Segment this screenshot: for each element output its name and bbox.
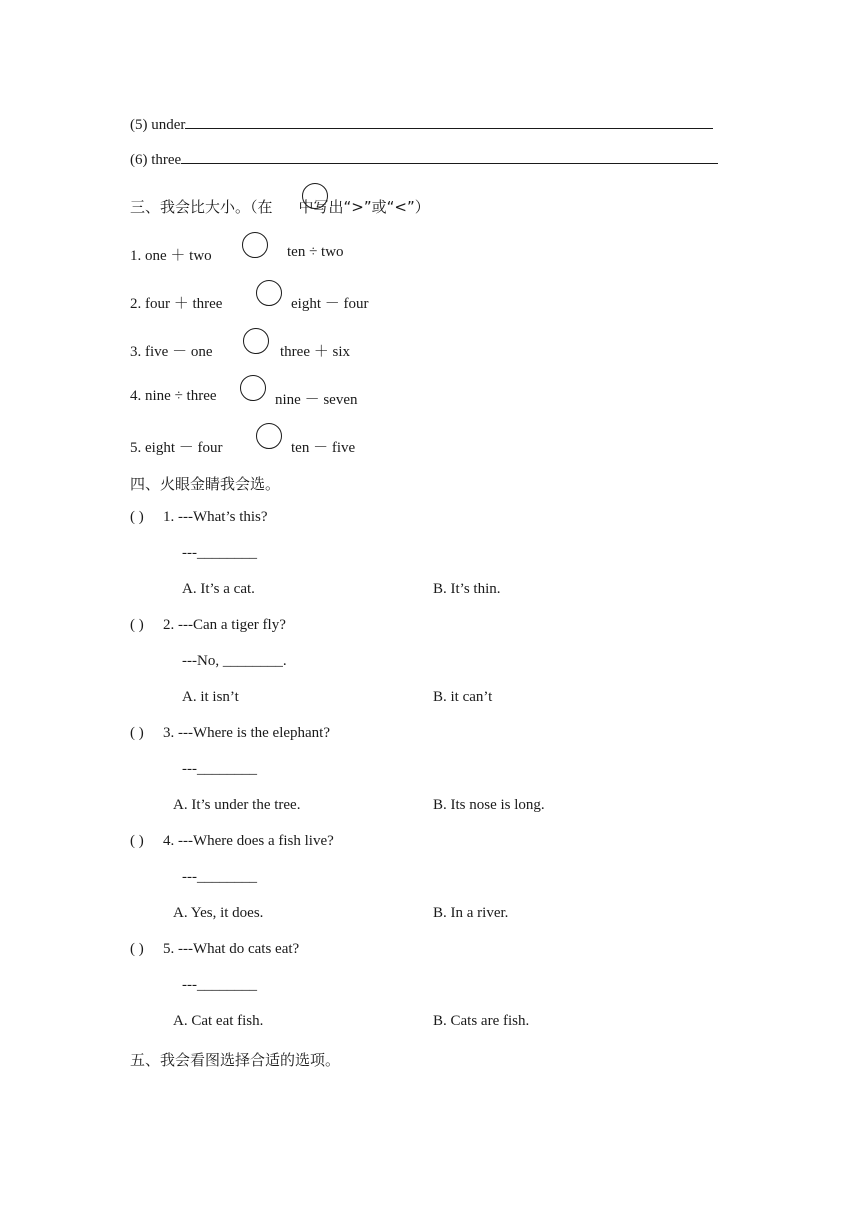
question-4-option-a: A. Yes, it does. [173,905,264,921]
question-4-paren[interactable]: ( ) [130,833,144,849]
question-3-paren[interactable]: ( ) [130,725,144,741]
question-3-option-b: B. Its nose is long. [433,797,545,813]
compare-item-4-right: nine － seven [275,392,358,408]
question-2-answer-line: ---No, ________. [182,653,287,669]
question-1-answer-line: ---________ [182,545,257,561]
compare-circle-2[interactable] [256,280,282,306]
answer-blank[interactable] [185,114,713,129]
compare-circle-1[interactable] [242,232,268,258]
section5-title: 五、我会看图选择合适的选项。 [130,1051,341,1069]
question-2-paren[interactable]: ( ) [130,617,144,633]
question-5-option-a: A. Cat eat fish. [173,1013,264,1029]
question-5-answer-line: ---________ [182,977,257,993]
question-4-text: 4. ---Where does a fish live? [163,833,334,849]
compare-item-2-right: eight － four [291,296,369,312]
compare-circle-5[interactable] [256,423,282,449]
question-1-option-b: B. It’s thin. [433,581,501,597]
answer-blank[interactable] [181,149,718,164]
compare-item-4-left: 4. nine ÷ three [130,388,217,404]
section3-title [130,196,430,217]
question-5-option-b: B. Cats are fish. [433,1013,530,1029]
compare-item-5-left: 5. eight － four [130,440,223,456]
fill-line-5 [130,114,713,134]
compare-item-5-right: ten － five [291,440,356,456]
question-5-paren[interactable]: ( ) [130,941,144,957]
question-1-paren[interactable]: ( ) [130,509,144,525]
question-3-option-a: A. It’s under the tree. [173,797,301,813]
question-2-option-a: A. it isn’t [182,689,239,705]
compare-item-1-right: ten ÷ two [287,244,344,260]
compare-item-1-left: 1. one ＋ two [130,248,212,264]
question-4-answer-line: ---________ [182,869,257,885]
fill-line-label: (6) three [130,152,182,168]
sample-circle-icon [302,183,328,209]
question-5-text: 5. ---What do cats eat? [163,941,300,957]
question-1-option-a: A. It’s a cat. [182,581,255,597]
question-4-option-b: B. In a river. [433,905,509,921]
question-1-text: 1. ---What’s this? [163,509,268,525]
question-2-text: 2. ---Can a tiger fly? [163,617,286,633]
section3-title-after: 中写出“>”或“<”） [298,198,430,216]
compare-item-2-left: 2. four ＋ three [130,296,223,312]
compare-item-3-left: 3. five － one [130,344,213,360]
fill-line-6 [130,149,718,169]
question-3-text: 3. ---Where is the elephant? [163,725,330,741]
question-2-option-b: B. it can’t [433,689,493,705]
section3-title-before: 三、我会比大小。（在 [130,198,273,216]
compare-circle-3[interactable] [243,328,269,354]
section4-title: 四、火眼金睛我会选。 [130,475,281,493]
question-3-answer-line: ---________ [182,761,257,777]
compare-item-3-right: three ＋ six [280,344,350,360]
fill-line-label: (5) under [130,117,186,133]
compare-circle-4[interactable] [240,375,266,401]
